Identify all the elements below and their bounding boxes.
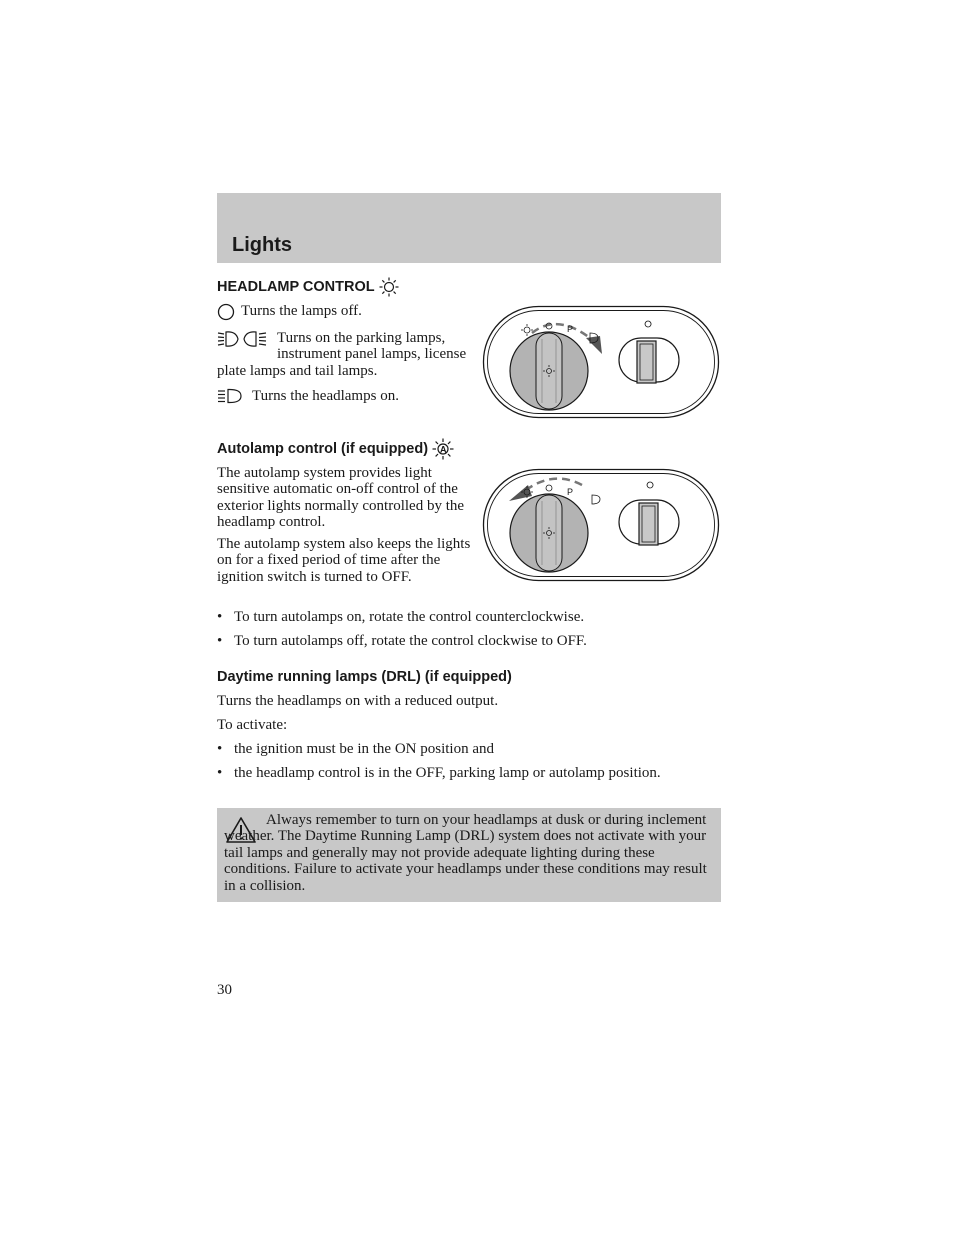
list-item: [217, 765, 667, 781]
headlamp-control-icon: [379, 277, 399, 297]
list-item: [217, 609, 721, 625]
autolamp-paragraph-2: The autolamp system also keeps the lights on for a fixed period of time after the ignition switch is turned to OFF.: [217, 536, 471, 585]
off-circle-icon: [217, 303, 237, 321]
headlamp-switch-diagram-clockwise: [482, 305, 720, 419]
list-item-headlamps: [217, 388, 467, 404]
section-header: [217, 193, 721, 263]
headlamp-switch-diagram-counterclockwise: [482, 468, 720, 582]
warning-text: Always remember to turn on your headlamps at dusk or during inclement weather. The Daytime Running Lamp (DRL) system does not activate with your tail lamps and generally may not provide adequate lighting during these conditions. Failure to activate your headlamps under these conditions may result in a collision.: [224, 812, 707, 894]
headlamp-knob: [510, 494, 588, 572]
drl-heading: Daytime running lamps (DRL) (if equipped): [217, 669, 512, 685]
svg-text:A: A: [440, 444, 447, 455]
parking-mark-icon: P: [567, 487, 574, 497]
headlamp-control-heading-text: HEADLAMP CONTROL: [217, 279, 375, 295]
parking-description: Turns on the parking lamps, instrument panel lamps, license plate lamps and tail lamps.: [217, 330, 467, 379]
list-item: [217, 741, 721, 757]
drl-bullet-2: the headlamp control is in the OFF, parking lamp or autolamp position.: [234, 765, 661, 781]
bullet-icon: •: [217, 765, 223, 781]
drl-paragraph-2: To activate:: [217, 717, 288, 733]
headlamp-control-heading: [217, 277, 399, 297]
autolamp-paragraph-1: The autolamp system provides light sensitive automatic on-off control of the exterior lights normally controlled by the headlamp control.: [217, 465, 465, 531]
parking-lamps-icon: [217, 330, 267, 348]
headlamp-knob: [510, 332, 588, 410]
warning-box: [217, 808, 721, 902]
parking-mark-icon: P: [567, 324, 574, 334]
headlamp-control-section: [217, 277, 399, 297]
autolamp-heading: [217, 438, 454, 460]
bullet-icon: •: [217, 609, 223, 625]
drl-section: [217, 668, 512, 686]
drl-bullet-1: the ignition must be in the ON position and: [234, 741, 494, 757]
headlamps-description: Turns the headlamps on.: [252, 388, 399, 404]
page-number: 30: [217, 982, 232, 998]
list-item-off: [217, 303, 467, 321]
drl-paragraph-1: Turns the headlamps on with a reduced output.: [217, 693, 499, 709]
autolamp-heading-text: Autolamp control (if equipped): [217, 441, 429, 457]
autolamp-bullet-2: To turn autolamps off, rotate the control clockwise to OFF.: [234, 633, 587, 649]
headlamps-icon: [217, 388, 243, 404]
off-description: Turns the lamps off.: [241, 303, 362, 319]
section-title: Lights: [232, 234, 292, 256]
autolamp-bullet-1: To turn autolamps on, rotate the control counterclockwise.: [234, 609, 585, 625]
bullet-icon: •: [217, 633, 223, 649]
autolamp-section: [217, 438, 454, 460]
bullet-icon: •: [217, 741, 223, 757]
list-item-parking: [217, 330, 467, 379]
autolamp-icon: [432, 438, 454, 460]
list-item: [217, 633, 721, 649]
